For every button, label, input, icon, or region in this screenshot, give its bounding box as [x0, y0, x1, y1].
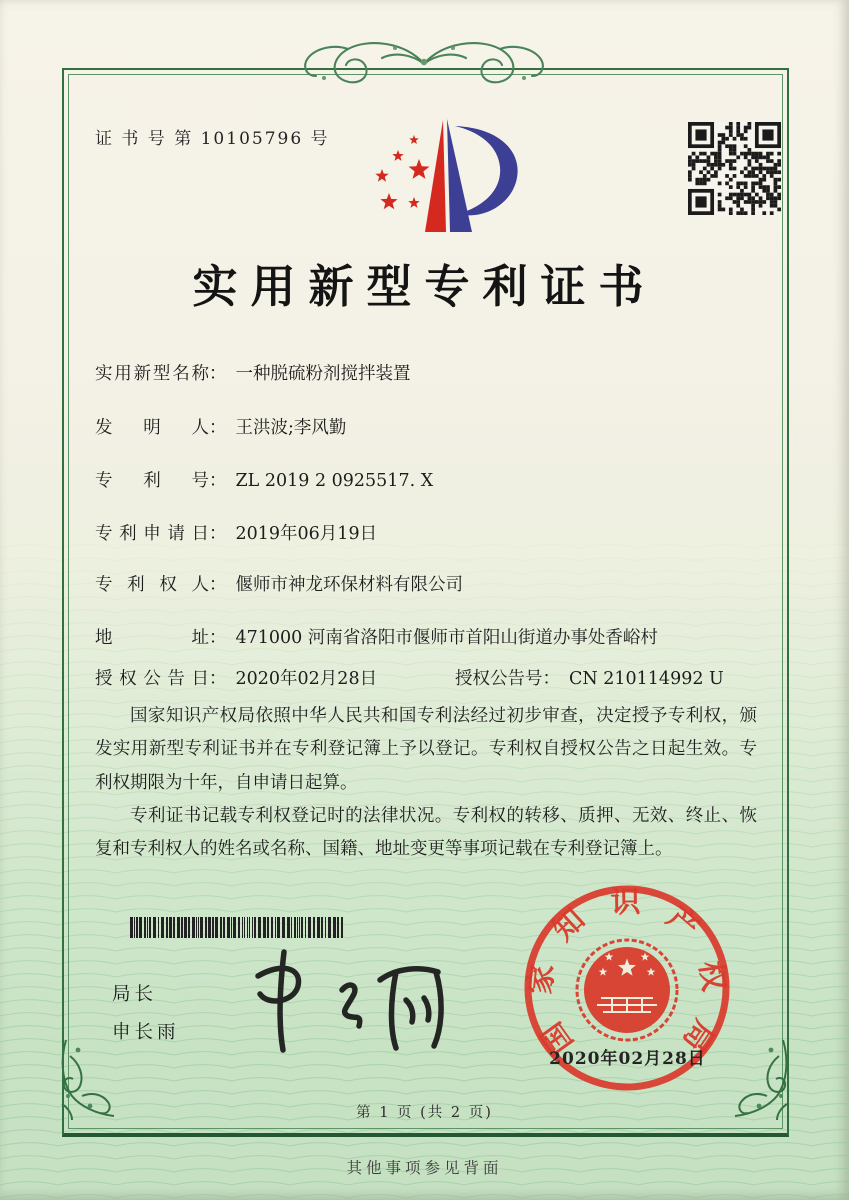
field-row-address — [95, 624, 658, 650]
field-label: 授权公告日 — [95, 669, 209, 689]
director-title: 局长 — [112, 984, 158, 1005]
field-value-utility-model-name: 一种脱硫粉剂搅拌装置 — [235, 364, 411, 384]
field-value-patentee: 偃师市神龙环保材料有限公司 — [235, 575, 463, 595]
signature-script — [238, 938, 473, 1060]
legal-paragraph-1: 国家知识产权局依照中华人民共和国专利法经过初步审查，决定授予专利权，颁发实用新型专利证书并在专利登记簿上予以登记。专利权自授权公告之日起生效。专利权期限为十年，自申请日起算。 — [95, 706, 757, 793]
field-row-inventors — [95, 414, 346, 440]
field-colon: ： — [209, 669, 227, 689]
qr-code — [688, 122, 781, 215]
field-colon: ： — [542, 669, 560, 689]
field-value-grant-date: 2020年02月28日 — [235, 669, 378, 689]
field-colon: ： — [209, 524, 227, 544]
field-label: 实用新型名称 — [95, 364, 209, 384]
field-row-utility-model-name — [95, 360, 411, 386]
field-colon: ： — [209, 418, 227, 438]
certificate-number: 证 书 号 第 10105796 号 — [95, 129, 330, 149]
field-colon: ： — [209, 575, 227, 595]
field-colon: ： — [209, 628, 227, 648]
field-row-patent-number — [95, 467, 433, 493]
field-colon: ： — [209, 471, 227, 491]
field-colon: ： — [209, 364, 227, 384]
seal-text: 国家知识产权局 — [523, 884, 732, 1061]
field-value-patent-number: ZL 2019 2 0925517. X — [235, 471, 434, 491]
field-label: 专利权人 — [95, 575, 209, 595]
field-label: 发明人 — [95, 418, 209, 438]
seal-date: 2020年02月28日 — [549, 1049, 706, 1069]
field-value-grant-number: CN 210114992 U — [569, 669, 724, 689]
top-flourish-ornament — [294, 34, 554, 90]
field-value-address: 471000 河南省洛阳市偃师市首阳山街道办事处香峪村 — [235, 628, 658, 648]
barcode — [130, 915, 346, 940]
director-name: 申长雨 — [112, 1022, 180, 1043]
field-label: 专利号 — [95, 471, 209, 491]
field-row-grant-date — [95, 665, 724, 691]
field-label: 地址 — [95, 628, 209, 648]
field-row-patentee — [95, 571, 463, 597]
field-value-inventors: 王洪波;李风勤 — [235, 418, 347, 438]
field-label: 专利申请日 — [95, 524, 209, 544]
field-row-filing-date — [95, 520, 377, 546]
field-label-grant-number: 授权公告号 — [455, 669, 543, 689]
legal-text — [95, 700, 757, 866]
back-side-note: 其他事项参见背面 — [346, 1159, 503, 1177]
cnipa-logo-icon — [362, 110, 542, 242]
page-number: 第 1 页 (共 2 页) — [356, 1105, 493, 1121]
field-value-filing-date: 2019年06月19日 — [235, 524, 378, 544]
field-grant-number — [455, 665, 724, 690]
legal-paragraph-2: 专利证书记载专利权登记时的法律状况。专利权的转移、质押、无效、终止、恢复和专利权人的姓名或名称、国籍、地址变更等事项记载在专利登记簿上。 — [95, 805, 757, 859]
certificate-title: 实用新型专利证书 — [192, 260, 657, 313]
